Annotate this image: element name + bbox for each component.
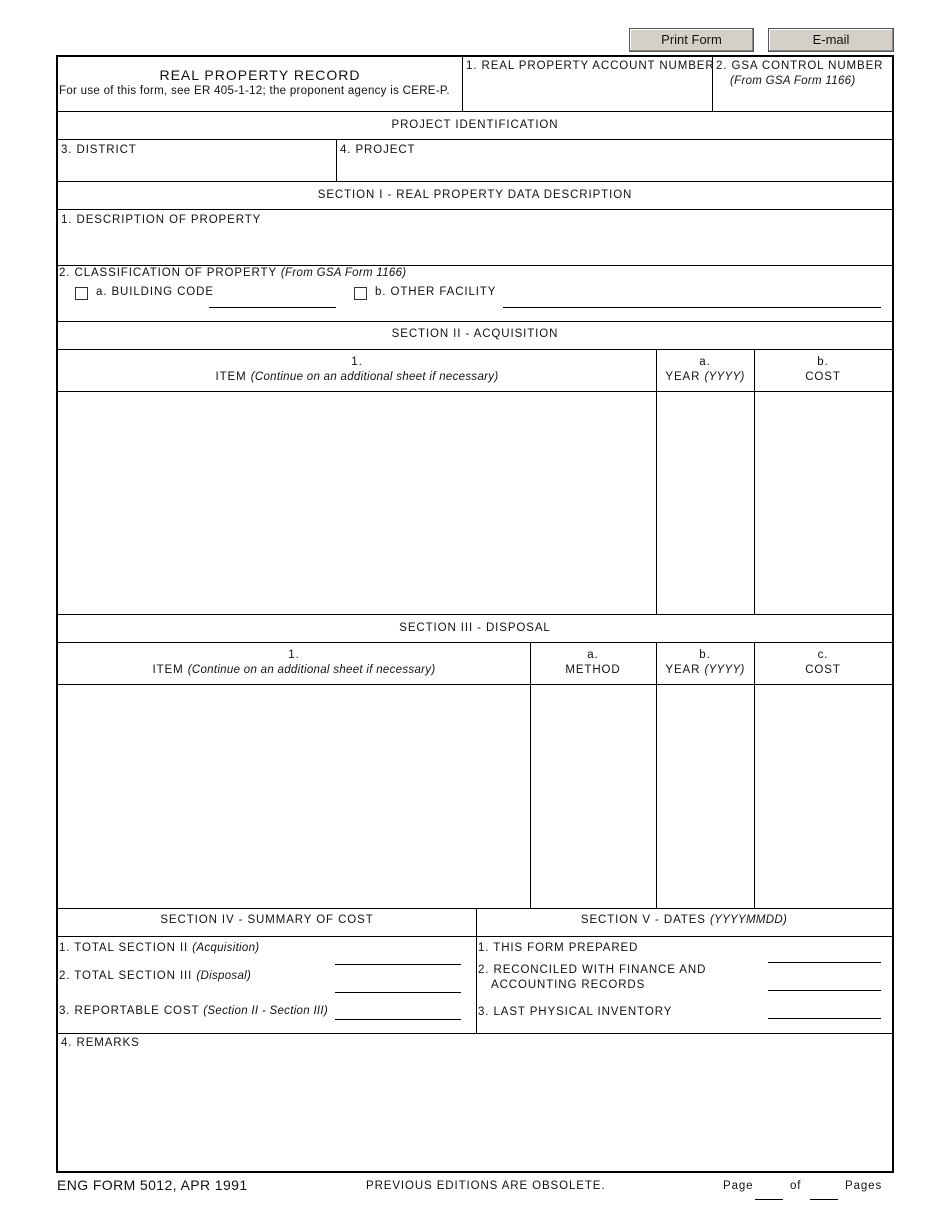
disp-year-col-letter: b.	[699, 649, 711, 661]
reconciled-label: 2. RECONCILED WITH FINANCE AND	[478, 964, 707, 976]
acq-cost-col-letter: b.	[817, 356, 829, 368]
total-section-2-label: 1. TOTAL SECTION II (Acquisition)	[59, 942, 260, 954]
acq-item-col-number: 1.	[351, 356, 363, 368]
reconciled-label-line-2: ACCOUNTING RECORDS	[491, 979, 646, 991]
reportable-cost-field[interactable]	[335, 1019, 461, 1020]
district-label: 3. DISTRICT	[61, 144, 137, 156]
description-label: 1. DESCRIPTION OF PROPERTY	[61, 214, 262, 226]
section-4-heading: SECTION IV - SUMMARY OF COST	[160, 914, 374, 926]
disp-year-field[interactable]	[658, 686, 752, 906]
disp-method-field[interactable]	[532, 686, 654, 906]
acq-item-col-header: ITEM (Continue on an additional sheet if necessary)	[215, 371, 499, 383]
disp-item-field[interactable]	[60, 686, 528, 906]
account-number-label: 1. REAL PROPERTY ACCOUNT NUMBER	[466, 60, 715, 72]
acq-year-col-letter: a.	[699, 356, 711, 368]
acq-item-field[interactable]	[60, 393, 654, 612]
project-label: 4. PROJECT	[340, 144, 416, 156]
last-inventory-field[interactable]	[768, 1018, 881, 1019]
section-2-heading: SECTION II - ACQUISITION	[391, 328, 559, 340]
other-facility-field[interactable]	[503, 307, 881, 308]
disp-cost-col-header: COST	[805, 664, 841, 676]
disp-method-col-letter: a.	[587, 649, 599, 661]
obsolete-notice: PREVIOUS EDITIONS ARE OBSOLETE.	[366, 1180, 606, 1192]
acq-year-col-header: YEAR (YYYY)	[665, 371, 745, 383]
acq-year-field[interactable]	[658, 393, 752, 612]
email-button[interactable]: E-mail	[768, 28, 894, 52]
section-1-heading: SECTION I - REAL PROPERTY DATA DESCRIPTION	[317, 189, 633, 201]
disp-cost-col-letter: c.	[817, 649, 829, 661]
form-prepared-field[interactable]	[768, 962, 881, 963]
of-label: of	[790, 1180, 802, 1192]
remarks-field[interactable]	[61, 1053, 889, 1169]
reconciled-field[interactable]	[768, 990, 881, 991]
section-3-heading: SECTION III - DISPOSAL	[399, 622, 551, 634]
classification-label: 2. CLASSIFICATION OF PROPERTY (From GSA Form 1166)	[59, 267, 407, 279]
total-section-3-label: 2. TOTAL SECTION III (Disposal)	[59, 970, 252, 982]
last-inventory-label: 3. LAST PHYSICAL INVENTORY	[478, 1006, 673, 1018]
disp-item-col-header: ITEM (Continue on an additional sheet if necessary)	[152, 664, 436, 676]
form-identifier: ENG FORM 5012, APR 1991	[57, 1177, 248, 1193]
building-code-field[interactable]	[209, 307, 336, 308]
project-field[interactable]	[340, 159, 890, 179]
print-form-button[interactable]: Print Form	[629, 28, 754, 52]
other-facility-label: b. OTHER FACILITY	[375, 286, 497, 298]
remarks-label: 4. REMARKS	[61, 1037, 140, 1049]
project-identification-heading: PROJECT IDENTIFICATION	[391, 119, 559, 131]
page-label: Page	[723, 1180, 754, 1192]
total-section-2-field[interactable]	[335, 964, 461, 965]
account-number-field[interactable]	[466, 77, 712, 109]
gsa-control-number-label: 2. GSA CONTROL NUMBER	[716, 60, 884, 72]
form-subtitle: For use of this form, see ER 405-1-12; the proponent agency is CERE-P.	[59, 85, 450, 97]
disp-cost-field[interactable]	[756, 686, 890, 906]
acq-cost-col-header: COST	[805, 371, 841, 383]
district-field[interactable]	[61, 159, 331, 179]
form-prepared-label: 1. THIS FORM PREPARED	[478, 942, 639, 954]
building-code-checkbox[interactable]	[75, 287, 88, 300]
disp-year-col-header: YEAR (YYYY)	[665, 664, 745, 676]
form-title: REAL PROPERTY RECORD	[159, 67, 361, 83]
other-facility-checkbox[interactable]	[354, 287, 367, 300]
total-pages-field[interactable]	[810, 1199, 838, 1200]
section-5-heading: SECTION V - DATES (YYYYMMDD)	[580, 914, 788, 926]
disp-method-col-header: METHOD	[565, 664, 621, 676]
reportable-cost-label: 3. REPORTABLE COST (Section II - Section III)	[59, 1005, 329, 1017]
description-field[interactable]	[61, 229, 889, 263]
gsa-control-number-note: (From GSA Form 1166)	[730, 75, 856, 87]
acq-cost-field[interactable]	[756, 393, 890, 612]
real-property-record-form	[56, 55, 894, 1173]
page-number-field[interactable]	[755, 1199, 783, 1200]
gsa-control-number-field[interactable]	[716, 91, 892, 109]
pages-label: Pages	[845, 1180, 883, 1192]
total-section-3-field[interactable]	[335, 992, 461, 993]
building-code-label: a. BUILDING CODE	[96, 286, 214, 298]
disp-item-col-number: 1.	[288, 649, 300, 661]
